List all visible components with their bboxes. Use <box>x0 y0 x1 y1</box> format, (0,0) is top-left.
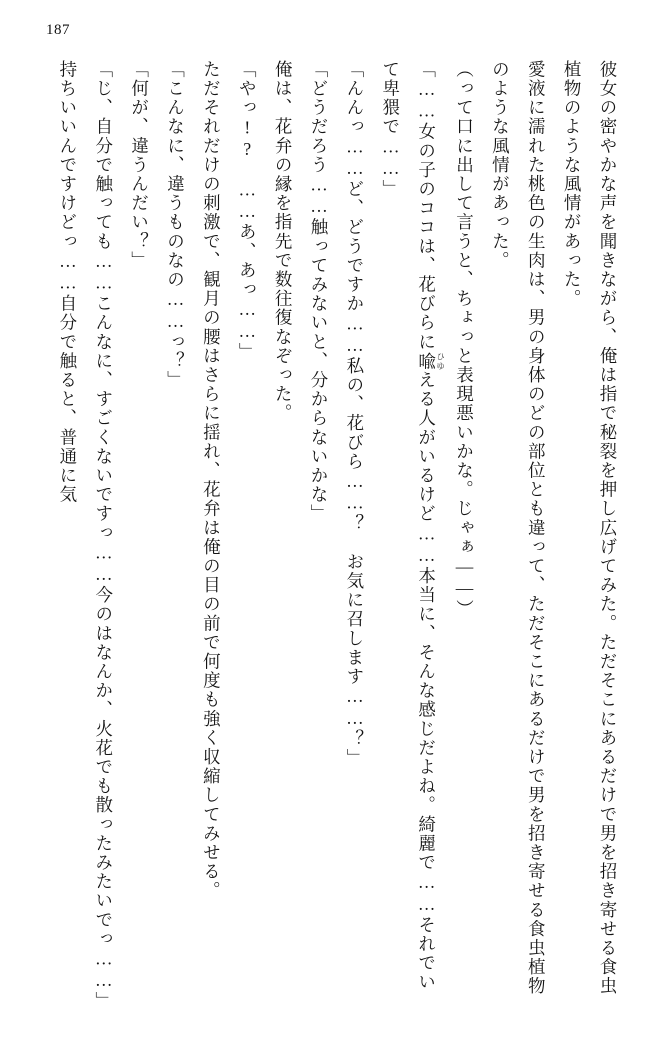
paragraph: ただそれだけの刺激で、観月の腰はさらに揺れ、花弁は俺の目の前で何度も強く収縮してみせる。 <box>201 60 222 901</box>
paragraph: 「やっ!? ……あ、あっ……」 <box>237 60 258 362</box>
paragraph: 「どうだろう……触ってみないと、分からないかな」 <box>309 60 329 524</box>
paragraph: 持ちいいんですけどっ……自分で触ると、普通に気 <box>57 60 78 505</box>
paragraph: 「何が、違うんだい？」 <box>129 60 150 271</box>
paragraph: 「んんっ……ど、どうですか……私の、花びら……？ お気に召します……？」 <box>344 60 365 768</box>
paragraph: 愛液に濡れた桃色の生肉は、男の身体のどの部位とも違って、ただそこにあるだけで男を招き寄せる食虫植物のような風情があった。 <box>490 60 547 996</box>
paragraph: 「……女の子のココは、花びらに喩 ひゆえる人がいるけど……本当に、そんな感じだよね。綺麗で……それでいて卑猥で……」 <box>380 60 446 992</box>
page-body-text <box>40 60 625 1010</box>
paragraph: 「こんなに、違うものなの……っ？」 <box>165 60 186 390</box>
ruby-annotation: 喩 ひゆ <box>416 351 446 371</box>
paragraph: 俺は、花弁の縁を指先で数往復なぞった。 <box>273 60 294 423</box>
paragraph: 「じ、自分で触っても……こんなに、すごくないですっ……今のはなんか、火花でも散ったみたいでっ……」 <box>93 60 114 1011</box>
page-number: 187 <box>46 22 70 38</box>
paragraph: 彼女の密やかな声を聞きながら、俺は指で秘裂を押し広げてみた。ただそこにあるだけで男を招き寄せる食虫植物のような風情があった。 <box>562 60 618 996</box>
paragraph: （って口に出して言うと、ちょっと表現悪いかな。じゃぁ――） <box>454 60 475 619</box>
